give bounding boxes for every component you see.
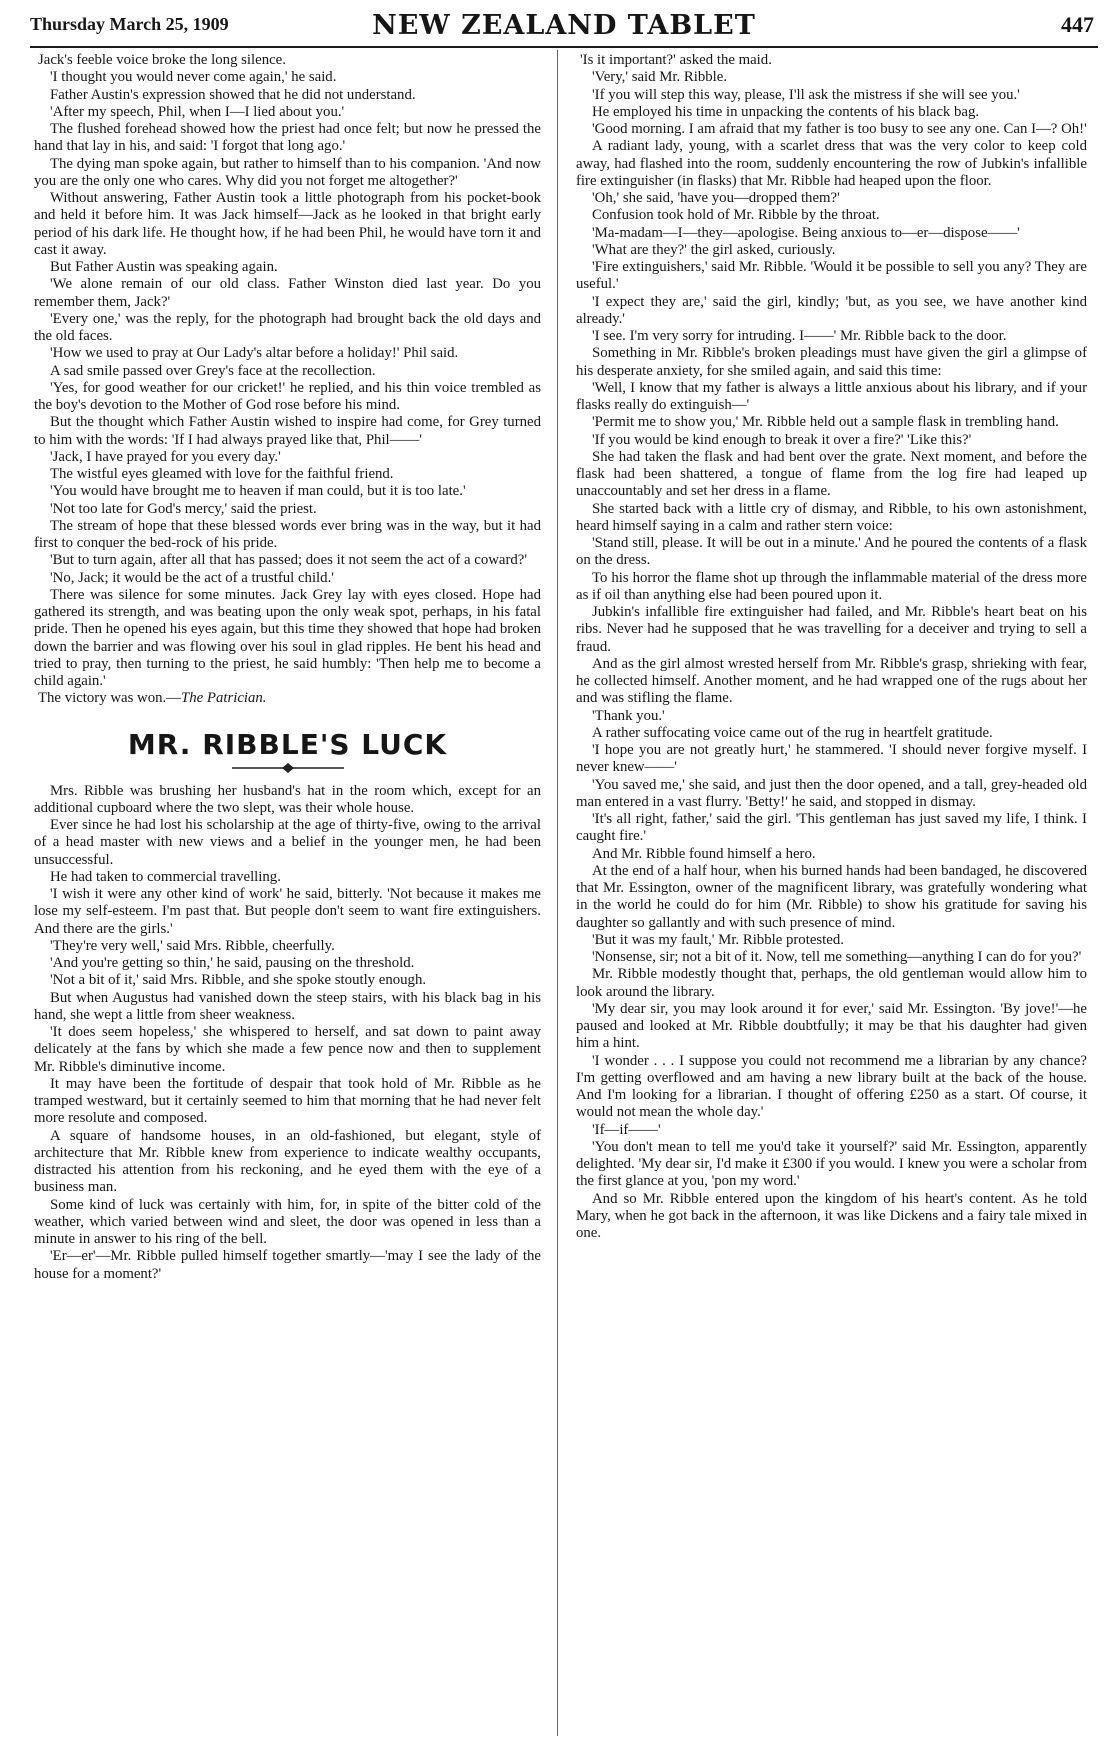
paragraph: Jack's feeble voice broke the long silence. [38, 52, 286, 68]
paragraph: 'Nonsense, sir; not a bit of it. Now, tell me something—anything I can do for you?' [592, 949, 1082, 965]
paragraph: 'Not a bit of it,' said Mrs. Ribble, and she spoke stoutly enough. [50, 972, 427, 989]
paragraph: 'I expect they are,' said the girl, kindly; 'but, as you see, we have another kind already.' [576, 293, 1087, 327]
title-ornament [228, 763, 348, 773]
paragraph: And as the girl almost wrested herself from Mr. Ribble's grasp, shrieking with fear, he collected himself. Another moment, and he had wrapped one of the rugs about her and was stifling the flame. [576, 655, 1087, 707]
story-one-ending [34, 690, 541, 707]
paragraph: 'Yes, for good weather for our cricket!' he replied, and his thin voice trembled as the boy's devotion to the Mother of God rose before his mind. [34, 379, 541, 413]
paragraph: Mrs. Ribble was brushing her husband's hat in the room which, except for an additional cupboard where the two slept, was their whole house. [34, 782, 541, 816]
paragraph: 'And you're getting so thin,' he said, pausing on the threshold. [50, 955, 415, 971]
paragraph: Father Austin's expression showed that he did not understand. [50, 86, 416, 103]
paragraph: 'Jack, I have prayed for you every day.' [50, 448, 281, 465]
column-divider [557, 50, 558, 1736]
paragraph: 'No, Jack; it would be the act of a trustful child.' [50, 569, 334, 586]
left-column [34, 52, 541, 1736]
paragraph: 'I wonder . . . I suppose you could not recommend me a librarian by any chance? I'm getting overflowed and am having a new library built at the back of the house. And I'm looking for a librarian. I thought of offering £250 as a start. Of course, it would not mean the whole day.' [576, 1052, 1087, 1121]
paragraph: But when Augustus had vanished down the steep stairs, with his black bag in his hand, she wept a little from sheer weakness. [34, 989, 541, 1023]
paragraph: But the thought which Father Austin wished to inspire had come, for Grey turned to him with the words: 'If I had always prayed like that, Phil——' [34, 414, 541, 448]
paragraph: The flushed forehead showed how the priest had once felt; but now he pressed the hand that lay in his, and said: 'I forgot that long ago.' [34, 121, 541, 155]
paragraph: A sad smile passed over Grey's face at the recollection. [50, 362, 376, 379]
paragraph: 'My dear sir, you may look around it for ever,' said Mr. Essington. 'By jove!'—he paused and looked at Mr. Ribble doubtfully; it may be that his daughter had given him a hint. [576, 1000, 1087, 1052]
paragraph: And Mr. Ribble found himself a hero. [592, 845, 816, 862]
paragraph: 'After my speech, Phil, when I—I lied about you.' [50, 103, 345, 120]
paragraph: 'I hope you are not greatly hurt,' he stammered. 'I should never forgive myself. I never knew——' [576, 742, 1087, 776]
paragraph: There was silence for some minutes. Jack Grey lay with eyes closed. Hope had gathered its strength, and was beating upon the only weak spot, perhaps, in his fatal pride. Then he opened his eyes again, but this time they showed that hope had broken down the barrier and was flowing over his soul in glad ripples. He bent his head and tried to pray, then turning to the priest, he said humbly: 'Then help me to become a child again.' [34, 586, 541, 689]
paragraph: 'Ma-madam—I—they—apologise. Being anxious to—er—dispose——' [592, 224, 1020, 241]
paragraph: 'Thank you.' [592, 707, 665, 724]
paragraph: Jubkin's infallible fire extinguisher had failed, and Mr. Ribble's heart beat on his ribs. Never had he supposed that he was travelling for a deceiver and trying to sell a fraud. [576, 604, 1087, 655]
paragraph: 'Very,' said Mr. Ribble. [592, 69, 728, 86]
paragraph: To his horror the flame shot up through the inflammable material of the dress more as if oil than anything else had been poured upon it. [576, 569, 1087, 603]
paragraph: Mr. Ribble modestly thought that, perhaps, the old gentleman would allow him to look around the library. [576, 966, 1087, 1000]
paragraph: 'Permit me to show you,' Mr. Ribble held out a sample flask in trembling hand. [592, 414, 1059, 431]
right-column [576, 52, 1087, 1736]
story-one-ending-text: The victory was won.— [38, 690, 182, 707]
paragraph: 'It's all right, father,' said the girl. 'This gentleman has just saved my life, I think. I caught fire.' [576, 811, 1087, 845]
paragraph: At the end of a half hour, when his burned hands had been bandaged, he discovered that Mr. Essington, owner of the magnificent library, was gratefully wondering what in the world he could do for him (Mr. Ribble) to show his gratitude for saving his daughter so gallantly and with such presence of mind. [576, 862, 1087, 931]
paragraph: 'Not too late for God's mercy,' said the priest. [50, 500, 317, 517]
paragraph: He had taken to commercial travelling. [50, 868, 281, 885]
paragraph: He employed his time in unpacking the contents of his black bag. [592, 103, 980, 120]
paragraph: 'How we used to pray at Our Lady's altar before a holiday!' Phil said. [50, 345, 459, 362]
paragraph: 'If you would be kind enough to break it over a fire?' 'Like this?' [592, 431, 972, 448]
paragraph: 'But it was my fault,' Mr. Ribble protested. [592, 931, 844, 948]
paragraph: 'Er—er'—Mr. Ribble pulled himself together smartly—'may I see the lady of the house for a moment?' [34, 1248, 541, 1282]
paragraph: The wistful eyes gleamed with love for the faithful friend. [50, 466, 394, 482]
page-number: 447 [1061, 12, 1094, 37]
paragraph: 'You would have brought me to heaven if man could, but it is too late.' [50, 483, 466, 500]
paragraph: 'Well, I know that my father is always a little anxious about his library, and if your flasks really do extinguish—' [576, 379, 1087, 413]
paragraph: A rather suffocating voice came out of the rug in heartfelt gratitude. [592, 724, 993, 741]
masthead [30, 6, 1098, 48]
paragraph: Without answering, Father Austin took a little photograph from his pocket-book and held it before him. It was Jack himself—Jack as he looked in that bright early period of his dark life. He thought how, if he had been Phil, he would have torn it and cast it away. [34, 190, 541, 258]
paragraph: Something in Mr. Ribble's broken pleadings must have given the girl a glimpse of his desperate anxiety, for she smiled again, and said this time: [576, 345, 1087, 379]
paragraph: 'I thought you would never come again,' he said. [50, 69, 337, 86]
paragraph: 'Oh,' she said, 'have you—dropped them?' [592, 190, 840, 206]
paragraph: 'What are they?' the girl asked, curiously. [592, 241, 836, 258]
paragraph: 'We alone remain of our old class. Father Winston died last year. Do you remember them, Jack?' [34, 276, 541, 310]
paragraph: 'I wish it were any other kind of work' he said, bitterly. 'Not because it makes me lose my self-esteem. I'm past that. But people don't seem to want fire extinguishers. And there are the girls.' [34, 886, 541, 937]
paragraph: Some kind of luck was certainly with him, for, in spite of the bitter cold of the weather, which varied between wind and sleet, the door was opened in less than a minute in answer to his ring of the bell. [34, 1196, 541, 1247]
paragraph: 'You don't mean to tell me you'd take it yourself?' said Mr. Essington, apparently delighted. 'My dear sir, I'd make it £300 if you would. I knew you were a scholar from the first glance at you, 'pon my word.' [576, 1138, 1087, 1190]
paragraph: 'But to turn again, after all that has passed; does it not seem the act of a coward?' [50, 552, 528, 569]
paragraph: 'Is it important?' asked the maid. [580, 52, 772, 68]
paragraph: A radiant lady, young, with a scarlet dress that was the very color to keep cold away, had flashed into the room, suddenly encountering the row of Jubkin's infallible fire extinguisher (in flasks) that Mr. Ribble had heaped upon the floor. [576, 138, 1087, 189]
story-one-source: The Patrician. [181, 690, 267, 707]
paragraph: 'Stand still, please. It will be out in a minute.' And he poured the contents of a flask on the dress. [576, 535, 1087, 569]
paragraph: The stream of hope that these blessed words ever bring was in the way, but it had first to conquer the bed-rock of his pride. [34, 517, 541, 551]
paragraph: 'If—if——' [592, 1121, 661, 1138]
paragraph: A square of handsome houses, in an old-fashioned, but elegant, style of architecture that Mr. Ribble knew from experience to indicate wealthy occupants, distracted his attention from his reckoning, and he eyed them with the eye of a business man. [34, 1127, 541, 1196]
paragraph: Confusion took hold of Mr. Ribble by the throat. [592, 207, 880, 224]
story-two-continued-body [576, 52, 1087, 1242]
paragraph: 'Good morning. I am afraid that my father is too busy to see any one. Can I—? Oh!' [592, 121, 1087, 137]
paragraph: 'It does seem hopeless,' she whispered to herself, and sat down to paint away delicately at the fans by which she made a few pence now and then to supplement Mr. Ribble's diminutive income. [34, 1024, 541, 1075]
paragraph: 'If you will step this way, please, I'll ask the mistress if she will see you.' [592, 86, 1020, 103]
issue-date: Thursday March 25, 1909 [30, 14, 229, 34]
story-one-body [34, 52, 541, 690]
paragraph: 'You saved me,' she said, and just then the door opened, and a tall, grey-headed old man entered in a vast flurry. 'Betty!' he said, and stopped in dismay. [576, 776, 1087, 810]
paragraph: The dying man spoke again, but rather to himself than to his companion. 'And now you are the only one who cares. Why did you not forget me altogether?' [34, 155, 541, 189]
paragraph: She had taken the flask and had bent over the grate. Next moment, and before the flask had been shattered, a tongue of flame from the log fire had leaped up unaccountably and set her dress in a flame. [576, 448, 1087, 500]
paragraph: And so Mr. Ribble entered upon the kingdom of his heart's content. As he told Mary, when he got back in the afternoon, it was like Dickens and a fairy tale mixed in one. [576, 1190, 1087, 1241]
story-title: MR. RIBBLE'S LUCK [127, 727, 448, 761]
paragraph: 'They're very well,' said Mrs. Ribble, cheerfully. [50, 937, 335, 954]
paragraph: It may have been the fortitude of despair that took hold of Mr. Ribble as he tramped westward, but it certainly seemed to him that morning that he had never felt more resolute and composed. [34, 1075, 541, 1127]
paragraph: 'Every one,' was the reply, for the photograph had brought back the old days and the old faces. [34, 310, 541, 344]
paragraph: Ever since he had lost his scholarship at the age of thirty-five, owing to the arrival of a head master with new views and a belief in the younger men, he had been unsuccessful. [34, 817, 541, 868]
paragraph: 'I see. I'm very sorry for intruding. I——' Mr. Ribble back to the door. [592, 328, 1007, 344]
paragraph: But Father Austin was speaking again. [50, 259, 278, 275]
newspaper-title: NEW ZEALAND TABLET [372, 10, 756, 41]
story-two-body [34, 783, 541, 1283]
paragraph: 'Fire extinguishers,' said Mr. Ribble. 'Would it be possible to sell you any? They are useful.' [576, 259, 1087, 293]
paragraph: She started back with a little cry of dismay, and Ribble, to his own astonishment, heard himself saying in a calm and rather stern voice: [576, 500, 1087, 534]
